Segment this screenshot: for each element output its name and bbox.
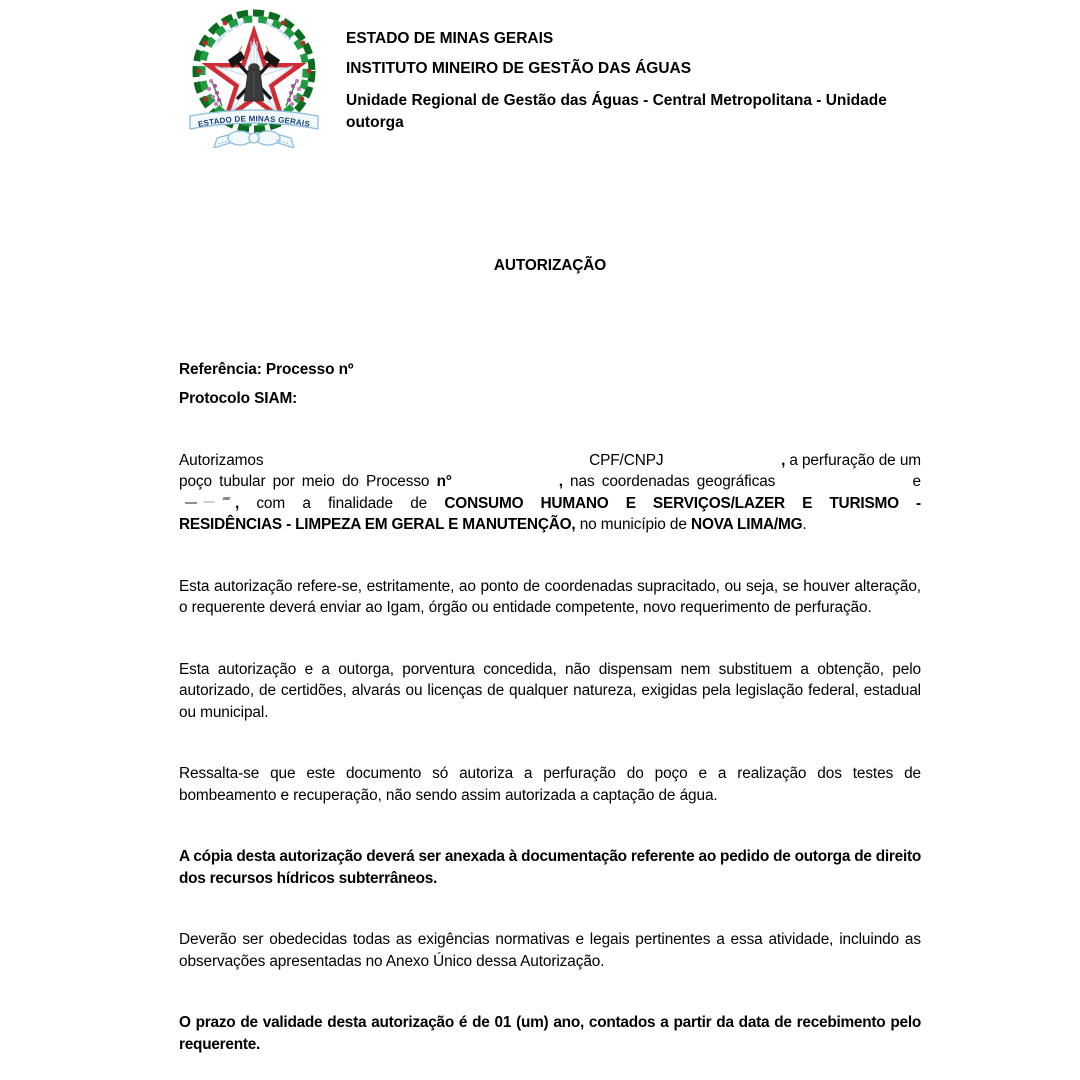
document-body <box>179 0 921 1055</box>
para1-line2 <box>179 471 921 493</box>
paragraph-licenses-notice: Esta autorização e a outorga, porventura concedida, não dispensam nem substituem a obtenção, pelo autorizado, de certidões, alvarás ou licenças de qualquer natureza, exigidas pela legislação federal, estadual ou municipal. <box>179 660 921 721</box>
ribbon-state-name: ESTADO DE MINAS GERAIS <box>197 114 311 129</box>
process-number-label: n° <box>436 473 452 490</box>
para1-line2-tail: e <box>912 473 921 490</box>
paragraph-validity-period: O prazo de validade desta autorização é de 01 (um) ano, contados a partir da data de recebimento pelo requerente. <box>179 1014 921 1053</box>
para1-line4: RESIDÊNCIAS - LIMPEZA EM GERAL E MANUTENÇÃO, no município de NOVA LIMA/MG. <box>179 516 807 533</box>
motto-left: LIBERTAS QUAE <box>213 18 249 47</box>
para1-line1 <box>179 450 921 472</box>
paragraph-coordinates-notice: Esta autorização refere-se, estritamente, ao ponto de coordenadas supracitado, ou seja, se houver alteração, o requerente deverá enviar ao Igam, órgão ou entidade competente, novo requerimento de perfuração. <box>179 577 921 616</box>
bold-comma: , <box>558 473 563 490</box>
paragraph-drilling-scope: Ressalta-se que este documento só autoriza a perfuração do poço e a realização dos testes de bombeamento e recuperação, não sendo assim autorizada a captação de água. <box>179 765 921 804</box>
para1-process-segment: poço tubular por meio do Processo n° <box>179 473 452 490</box>
bold-comma: , <box>781 451 786 469</box>
redacted-text-remnant <box>179 494 235 508</box>
blank-field-cpf <box>664 450 782 472</box>
paragraph-authorization <box>179 450 921 536</box>
motto-right: SERA TAMEN <box>262 19 293 42</box>
org-name-institute: INSTITUTO MINEIRO DE GESTÃO DAS ÁGUAS <box>346 60 692 77</box>
para1-line3: , com a finalidade de CONSUMO HUMANO E SERVIÇOS/LAZER E TURISMO - <box>179 493 921 515</box>
org-name-state: ESTADO DE MINAS GERAIS <box>346 30 554 47</box>
org-unit-line1: Unidade Regional de Gestão das Águas - Central Metropolitana - Unidade <box>346 92 887 109</box>
para1-line1-tail: , a perfuração de um <box>781 451 921 469</box>
org-unit-line2: outorga <box>346 114 404 131</box>
blank-field-name <box>263 450 589 472</box>
para1-cpf-cnpj-label: CPF/CNPJ <box>589 451 664 469</box>
purpose-text-part1: CONSUMO HUMANO E SERVIÇOS/LAZER E TURISMO - <box>444 494 921 512</box>
para1-coordinates-segment: , nas coordenadas geográficas <box>558 473 776 490</box>
paragraph-legal-requirements: Deverão ser obedecidas todas as exigências normativas e legais pertinentes a essa atividade, incluindo as observações apresentadas no Anexo Único dessa Autorização. <box>179 931 921 970</box>
municipality-name: NOVA LIMA/MG <box>691 516 803 533</box>
purpose-text-part2: RESIDÊNCIAS - LIMPEZA EM GERAL E MANUTENÇÃO, <box>179 516 576 533</box>
protocol-line: Protocolo SIAM: <box>179 390 298 407</box>
para1-authorize-word: Autorizamos <box>179 451 264 469</box>
blank-field-coordinates <box>775 471 912 493</box>
bold-comma: , <box>235 494 240 512</box>
paragraph-copy-requirement: A cópia desta autorização deverá ser anexada à documentação referente ao pedido de outorga de direito dos recursos hídricos subterrâneos. <box>179 848 921 887</box>
reference-line: Referência: Processo nº <box>179 360 354 378</box>
document-title: AUTORIZAÇÃO <box>493 257 607 274</box>
blank-field-process-number <box>452 471 559 493</box>
